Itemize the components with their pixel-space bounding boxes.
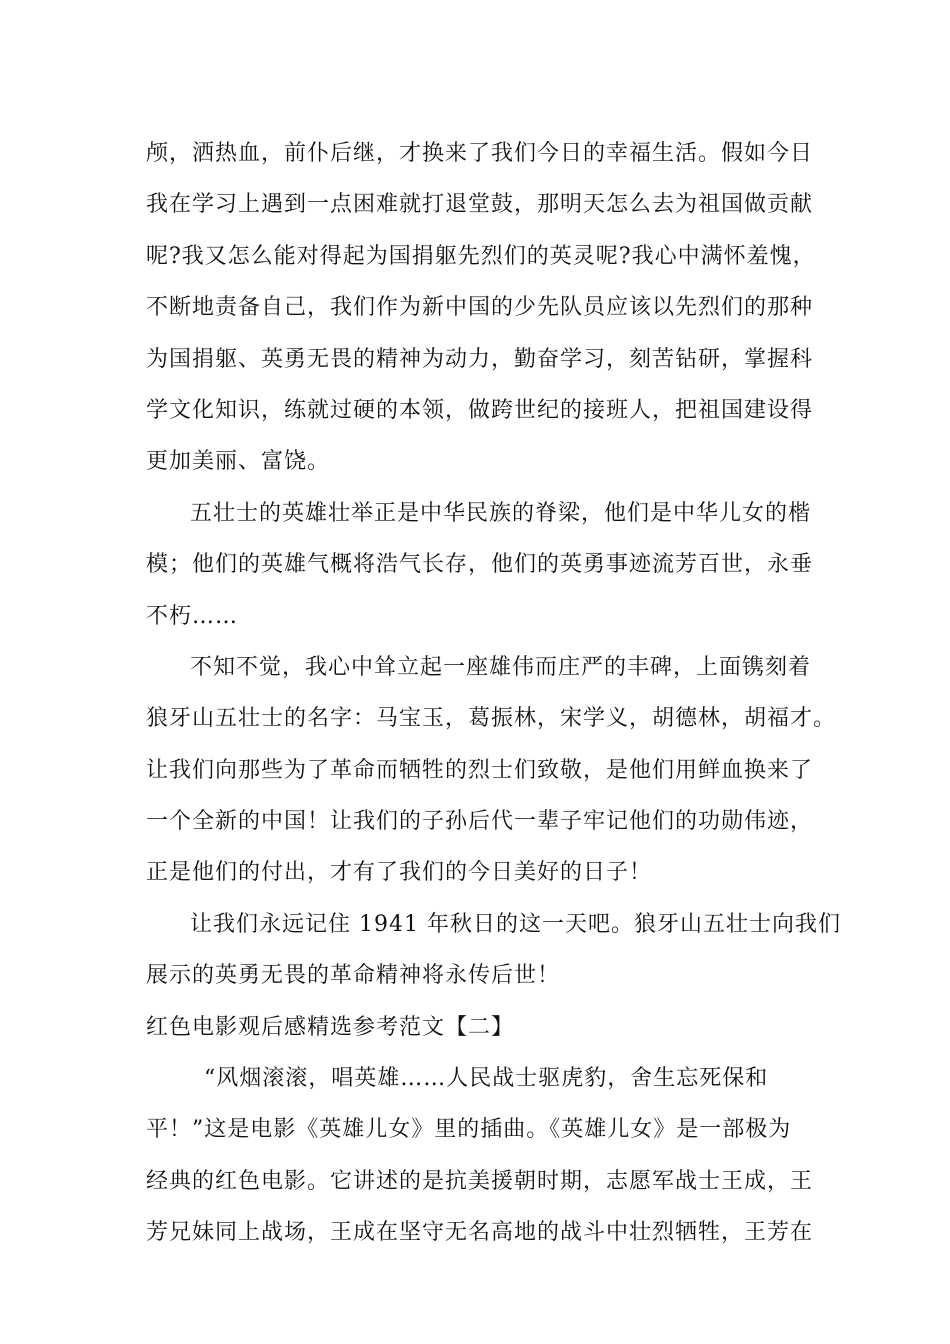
text-line: 呢?我又怎么能对得起为国捐躯先烈们的英灵呢?我心中满怀羞愧， <box>146 243 816 269</box>
text-line: 一个全新的中国！让我们的子孙后代一辈子牢记他们的功勋伟迹， <box>146 809 814 835</box>
text-line: 不朽…… <box>146 603 239 629</box>
section-heading: 红色电影观后感精选参考范文【二】 <box>146 1014 515 1040</box>
paragraph-start-line: 让我们永远记住 1941 年秋日的这一天吧。狼牙山五壮士向我们 <box>190 911 841 937</box>
text-line: 芳兄妹同上战场，王成在坚守无名高地的战斗中壮烈牺牲，王芳在 <box>146 1220 814 1246</box>
paragraph-start-line: 五壮士的英雄壮举正是中华民族的脊梁，他们是中华儿女的楷 <box>190 500 812 526</box>
text-line: 我在学习上遇到一点困难就打退堂鼓，那明天怎么去为祖国做贡献 <box>146 192 814 218</box>
paragraph-start-line: 不知不觉，我心中耸立起一座雄伟而庄严的丰碑，上面镌刻着 <box>190 654 812 680</box>
text-line: 更加美丽、富饶。 <box>146 449 331 475</box>
text-line: 正是他们的付出，才有了我们的今日美好的日子！ <box>146 860 653 886</box>
text-line: 经典的红色电影。它讲述的是抗美援朝时期，志愿军战士王成，王 <box>146 1168 814 1194</box>
text-line: 展示的英勇无畏的革命精神将永传后世！ <box>146 963 561 989</box>
text-line: 不断地责备自己，我们作为新中国的少先队员应该以先烈们的那种 <box>146 295 814 321</box>
text-line: 平！”这是电影《英雄儿女》里的插曲。《英雄儿女》是一部极为 <box>146 1117 792 1143</box>
text-line: 让我们向那些为了革命而牺牲的烈士们致敬，是他们用鲜血换来了 <box>146 757 814 783</box>
text-line: 学文化知识，练就过硬的本领，做跨世纪的接班人，把祖国建设得 <box>146 397 814 423</box>
text-line: 狼牙山五壮士的名字：马宝玉，葛振林，宋学义，胡德林，胡福才。 <box>146 706 837 732</box>
text-line: 为国捐躯、英勇无畏的精神为动力，勤奋学习，刻苦钻研，掌握科 <box>146 346 814 372</box>
paragraph-start-line: “风烟滚滚，唱英雄……人民战士驱虎豹，舍生忘死保和 <box>204 1066 769 1092</box>
document-body <box>146 128 841 1259</box>
text-line: 模；他们的英雄气概将浩气长存，他们的英勇事迹流芳百世，永垂 <box>146 552 814 578</box>
text-line: 颅，洒热血，前仆后继，才换来了我们今日的幸福生活。假如今日 <box>146 141 814 166</box>
